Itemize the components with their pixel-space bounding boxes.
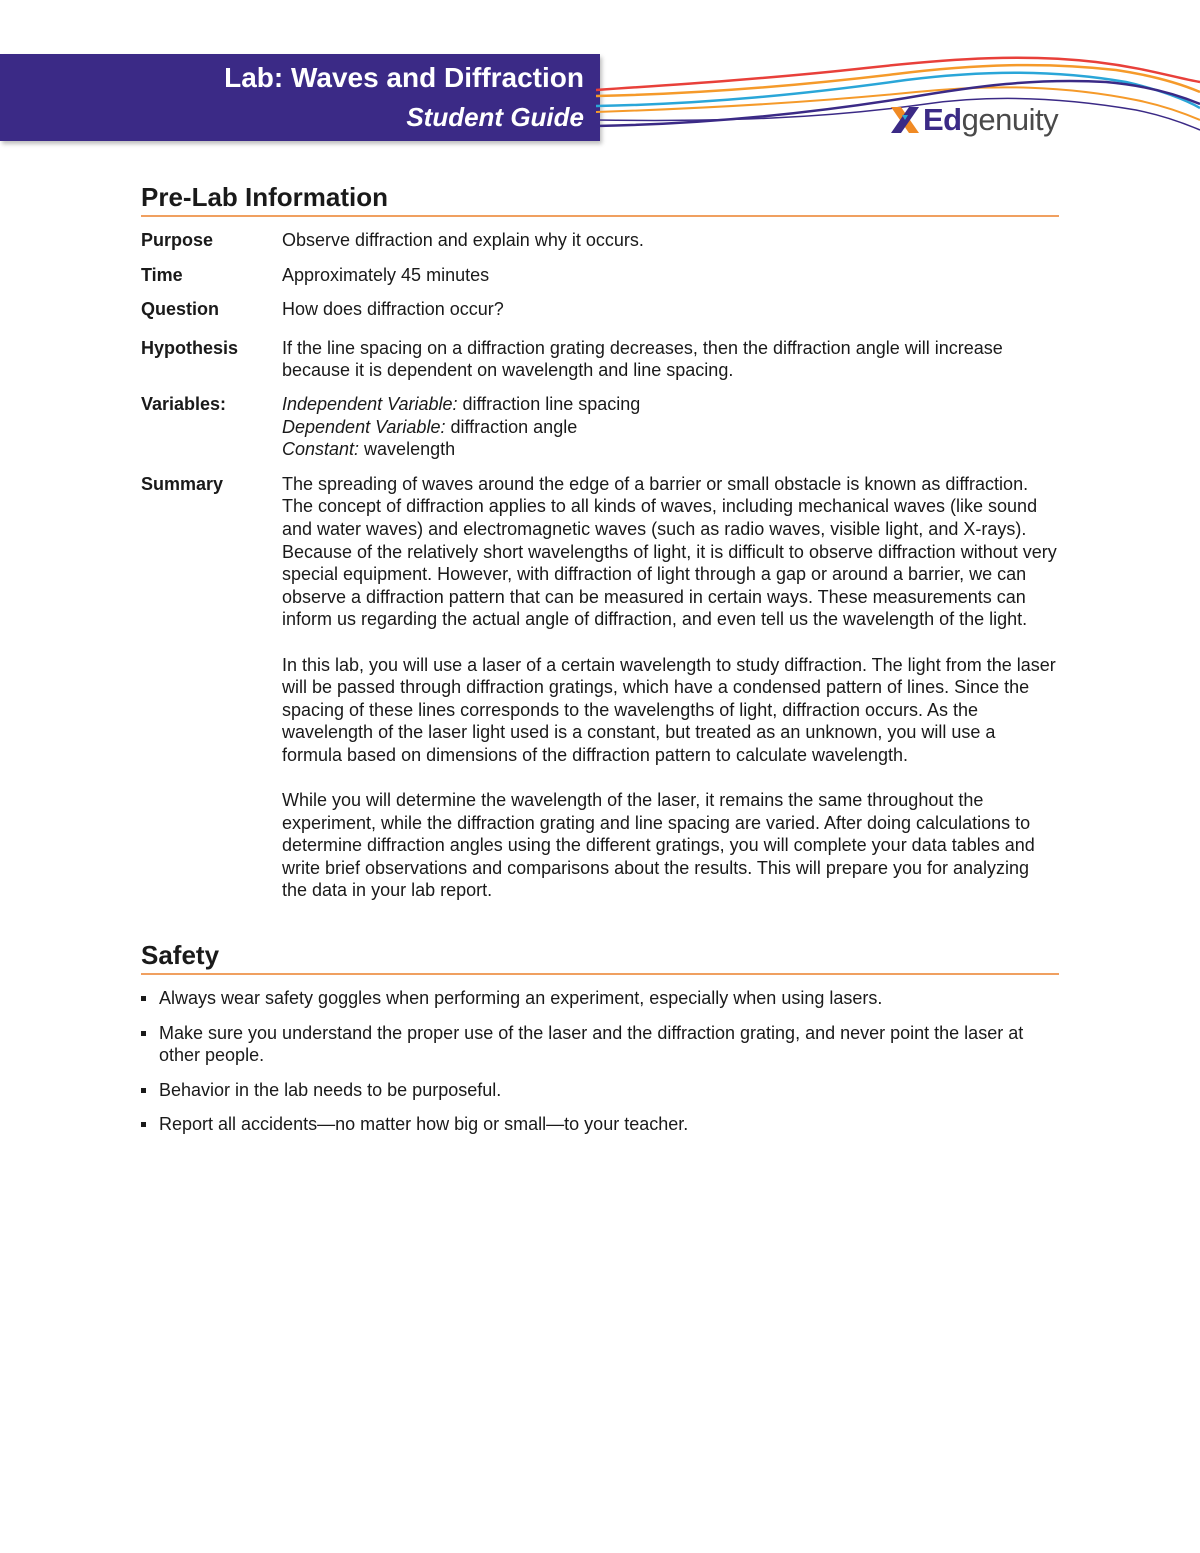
bullet-icon bbox=[141, 1088, 146, 1093]
summary-paragraph: In this lab, you will use a laser of a certain wavelength to study diffraction. The light from the laser will be passed through diffraction gratings, which have a condensed pattern of lines. Since the spacing of these lines corresponds to the wavelengths of light, diffraction occurs. As the wavelength of the laser light used is a constant, but treated as an unknown, you will use a formula based on dimensions of the diffraction pattern to calculate wavelength. bbox=[282, 654, 1056, 765]
constant-variable: Constant: wavelength bbox=[282, 439, 456, 460]
time-row bbox=[141, 264, 1059, 287]
document-body bbox=[141, 182, 1059, 1148]
question-value: How does diffraction occur? bbox=[282, 299, 504, 320]
hypothesis-value: If the line spacing on a diffraction grating decreases, then the diffraction angle will increase because it is dependent on wavelength and line spacing. bbox=[282, 337, 1003, 381]
summary-text bbox=[282, 473, 1059, 902]
independent-variable: Independent Variable: diffraction line spacing bbox=[282, 393, 641, 414]
summary-paragraph: While you will determine the wavelength of the laser, it remains the same throughout the experiment, while the diffraction grating and line spacing are varied. After doing calculations to determine diffraction angles using the different gratings, you will complete your data tables and write brief observations and comparisons about the results. This will prepare you for analyzing the data in your lab report. bbox=[282, 790, 1035, 901]
safety-heading: Safety bbox=[141, 940, 1059, 975]
edgenuity-wordmark: Edgenuity bbox=[923, 102, 1059, 137]
purpose-row bbox=[141, 229, 1059, 252]
question-row bbox=[141, 298, 1059, 321]
bullet-icon bbox=[141, 1122, 146, 1127]
purpose-label: Purpose bbox=[141, 230, 214, 250]
safety-list bbox=[141, 987, 1059, 1136]
time-label: Time bbox=[141, 264, 183, 285]
document-title: Lab: Waves and Diffraction bbox=[224, 62, 584, 93]
bullet-icon bbox=[141, 996, 146, 1001]
list-item: Always wear safety goggles when performing an experiment, especially when using lasers. bbox=[141, 987, 1059, 1010]
summary-label: Summary bbox=[141, 473, 224, 494]
prelab-heading: Pre-Lab Information bbox=[141, 182, 1059, 217]
summary-paragraph: The spreading of waves around the edge of a barrier or small obstacle is known as diffraction. The concept of diffraction applies to all kinds of waves, including mechanical waves (like sound and water waves) and electromagnetic waves (such as radio waves, visible light, and X-rays). Because of the relatively short wavelengths of light, it is difficult to observe diffraction without very special equipment. However, with diffraction of light through a gap or around a barrier, we can observe a diffraction pattern that can be measured in certain ways. These measurements can inform us regarding the actual angle of diffraction, and even tell us the wavelength of the light. bbox=[282, 473, 1057, 630]
variables-list bbox=[282, 393, 1059, 461]
variables-row bbox=[141, 393, 1059, 461]
summary-row bbox=[141, 473, 1059, 902]
time-value: Approximately 45 minutes bbox=[282, 264, 490, 285]
edgenuity-logo bbox=[888, 100, 1058, 140]
edgenuity-x-icon bbox=[888, 103, 922, 137]
list-item: Report all accidents—no matter how big or small—to your teacher. bbox=[141, 1113, 1059, 1136]
list-item: Behavior in the lab needs to be purposeful. bbox=[141, 1079, 1059, 1102]
header-banner bbox=[0, 54, 600, 141]
variables-label: Variables: bbox=[141, 393, 227, 414]
bullet-icon bbox=[141, 1031, 146, 1036]
purpose-value: Observe diffraction and explain why it occurs. bbox=[282, 230, 644, 250]
question-label: Question bbox=[141, 299, 220, 320]
document-subtitle: Student Guide bbox=[406, 102, 584, 132]
hypothesis-label: Hypothesis bbox=[141, 337, 239, 358]
dependent-variable: Dependent Variable: diffraction angle bbox=[282, 416, 578, 437]
hypothesis-row bbox=[141, 337, 1059, 382]
list-item: Make sure you understand the proper use of the laser and the diffraction grating, and never point the laser at other people. bbox=[141, 1022, 1059, 1067]
